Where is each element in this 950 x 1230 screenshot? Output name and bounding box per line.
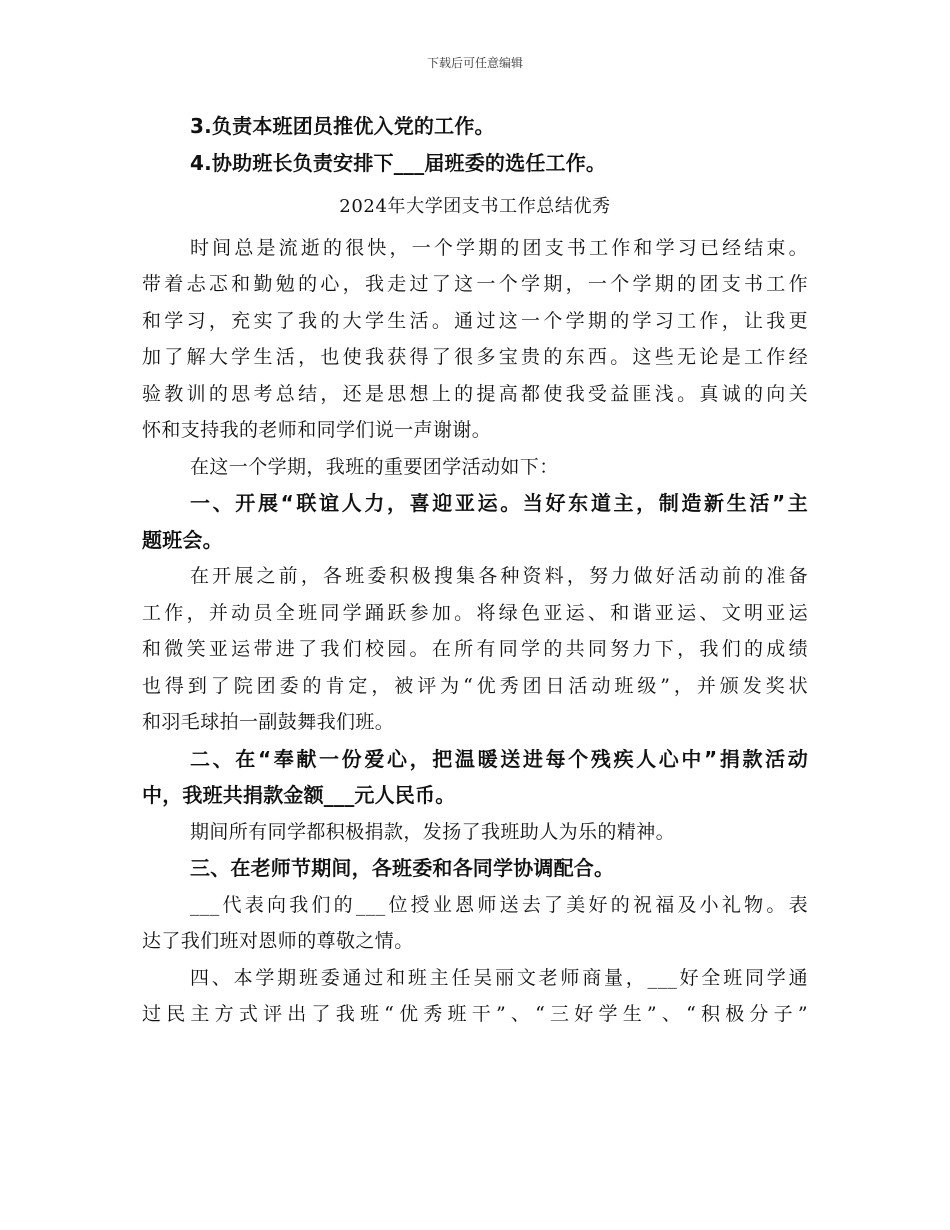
page-header-note: 下载后可任意编辑 [426, 56, 523, 70]
section1-heading: 题班会。 [142, 527, 223, 552]
section2-heading: 中，我班共捐款金额___元人民币。 [142, 783, 456, 807]
section2-body: 期间所有同学都积极捐款，发扬了我班助人为乐的精神。 [190, 820, 676, 843]
section2-heading: 二、在“奉献一份爱心，把温暖送进每个残疾人心中”捐款活动 [190, 746, 808, 771]
section1-body-line: 在开展之前，各班委积极搜集各种资料，努力做好活动前的准备 [190, 565, 808, 587]
intro-line: 加了解大学生活，也使我获得了很多宝贵的东西。这些无论是工作经 [142, 346, 808, 368]
intro-line: 和学习，充实了我的大学生活。通过这一个学期的学习工作，让我更 [142, 309, 808, 332]
section1-body-line: 工作，并动员全班同学踊跃参加。将绿色亚运、和谐亚运、文明亚运 [142, 601, 808, 624]
intro-line: 时间总是流逝的很快，一个学期的团支书工作和学习已经结束。 [190, 236, 808, 259]
intro-line: 怀和支持我的老师和同学们说一声谢谢。 [142, 419, 492, 441]
section3-heading: 三、在老师节期间，各班委和各同学协调配合。 [190, 856, 615, 880]
section1-body-line: 和微笑亚运带进了我们校园。在所有同学的共同努力下，我们的成绩 [142, 638, 808, 660]
section1-body-line: 也得到了院团委的肯定，被评为“优秀团日活动班级”，并颁发奖状 [142, 674, 808, 697]
document-title: 2024年大学团支书工作总结优秀 [339, 196, 611, 217]
document-body [142, 108, 808, 1033]
duty-item-3: 3.负责本班团员推优入党的工作。 [190, 114, 495, 138]
section4-body-line: 过民主方式评出了我班“优秀班干”、“三好学生”、“积极分子” [142, 1003, 808, 1025]
section3-body-line: ___代表向我们的___位授业恩师送去了美好的祝福及小礼物。表 [190, 893, 808, 916]
section1-body-line: 和羽毛球拍一副鼓舞我们班。 [142, 711, 395, 733]
intro-line: 带着忐忑和勤勉的心，我走过了这一个学期，一个学期的团支书工作 [142, 273, 808, 295]
section1-heading: 一、开展“联谊人力，喜迎亚运。当好东道主，制造新生活”主 [190, 491, 808, 515]
intro-line: 验教训的思考总结，还是思想上的提高都使我受益匪浅。真诚的向关 [142, 382, 808, 405]
section4-body-line: 四、本学期班委通过和班主任吴丽文老师商量，___好全班同学通 [190, 966, 808, 989]
section3-body-line: 达了我们班对恩师的尊敬之情。 [142, 930, 414, 952]
duty-item-4: 4.协助班长负责安排下___届班委的选任工作。 [190, 150, 607, 175]
activities-intro: 在这一个学期，我班的重要团学活动如下： [190, 455, 559, 478]
